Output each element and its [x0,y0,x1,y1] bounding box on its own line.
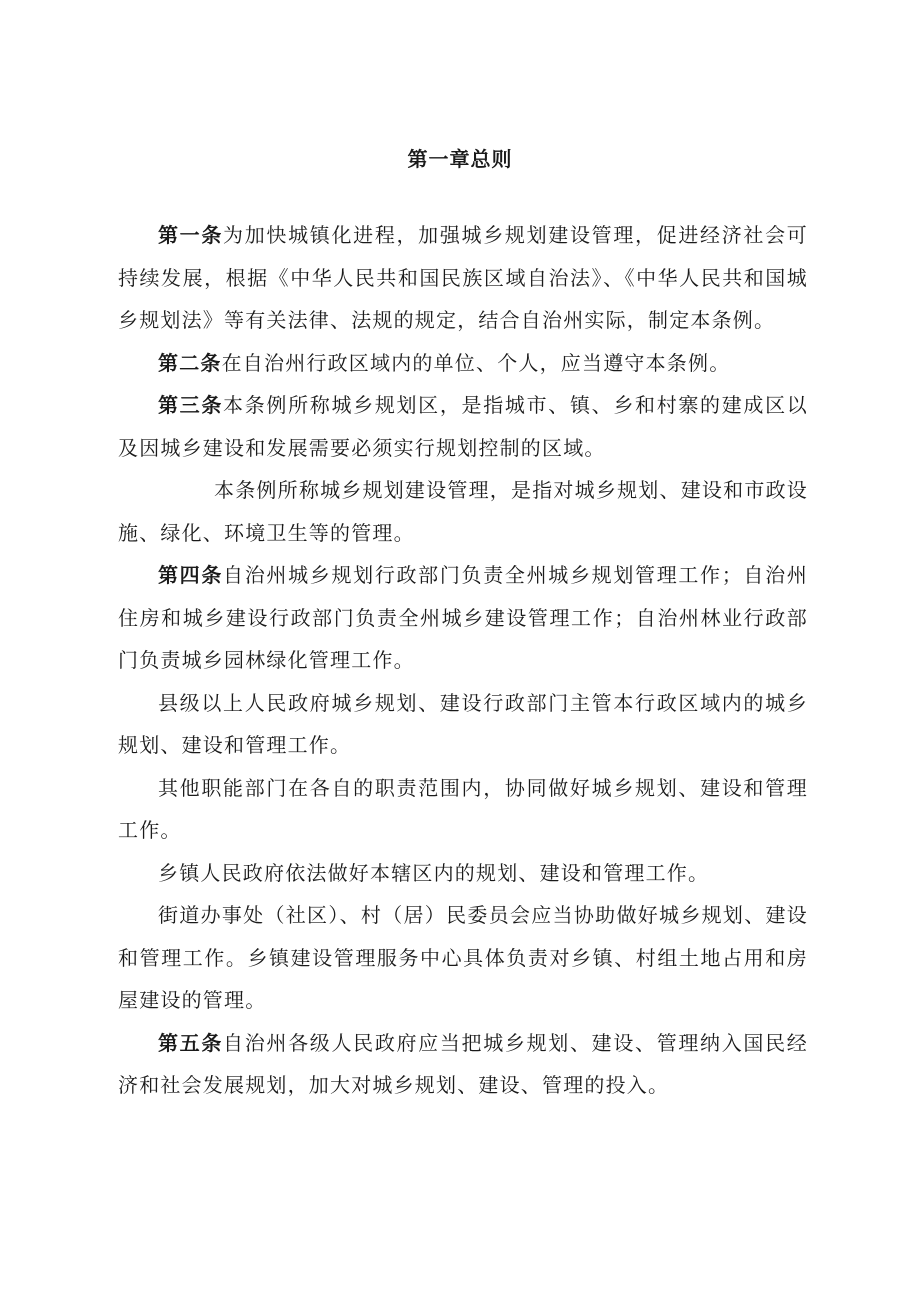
paragraph-text: 县级以上人民政府城乡规划、建设行政部门主管本行政区域内的城乡规划、建设和管理工作。 [118,690,808,757]
article-paragraph [118,342,808,385]
article-paragraph [118,384,808,469]
paragraph-text: 在自治州行政区域内的单位、个人，应当遵守本条例。 [221,350,731,375]
paragraph-text: 其他职能部门在各自的职责范围内，协同做好城乡规划、建设和管理工作。 [118,775,808,842]
paragraph-text: 自治州各级人民政府应当把城乡规划、建设、管理纳入国民经济和社会发展规划，加大对城乡规划、建设、管理的投入。 [118,1030,808,1097]
paragraph-text: 为加快城镇化进程，加强城乡规划建设管理，促进经济社会可持续发展，根据《中华人民共和国民族区域自治法》、《中华人民共和国城乡规划法》等有关法律、法规的规定，结合自治州实际，制定本条例。 [118,223,808,332]
article-paragraph [118,767,808,852]
document-body [118,214,808,1107]
article-number: 第三条 [158,393,224,417]
article-paragraph [118,214,808,342]
article-paragraph [118,682,808,767]
article-paragraph [118,1022,808,1107]
paragraph-text: 乡镇人民政府依法做好本辖区内的规划、建设和管理工作。 [158,860,710,885]
chapter-title: 第一章总则 [407,147,513,171]
article-paragraph [118,852,808,895]
paragraph-text: 街道办事处（社区）、村（居）民委员会应当协助做好城乡规划、建设和管理工作。乡镇建设管理服务中心具体负责对乡镇、村组土地占用和房屋建设的管理。 [118,903,808,1012]
article-paragraph [118,469,808,554]
article-number: 第五条 [158,1030,224,1055]
article-number: 第二条 [158,350,222,375]
paragraph-text: 本条例所称城乡规划区，是指城市、镇、乡和村寨的建成区以及因城乡建设和发展需要必须实行规划控制的区域。 [118,393,808,460]
article-paragraph [118,554,808,682]
article-number: 第一条 [158,223,224,247]
article-number: 第四条 [158,563,224,587]
paragraph-text: 自治州城乡规划行政部门负责全州城乡规划管理工作；自治州住房和城乡建设行政部门负责全州城乡建设管理工作；自治州林业行政部门负责城乡园林绿化管理工作。 [118,563,808,672]
article-paragraph [118,894,808,1022]
paragraph-text: 本条例所称城乡规划建设管理，是指对城乡规划、建设和市政设施、绿化、环境卫生等的管理。 [118,478,808,545]
